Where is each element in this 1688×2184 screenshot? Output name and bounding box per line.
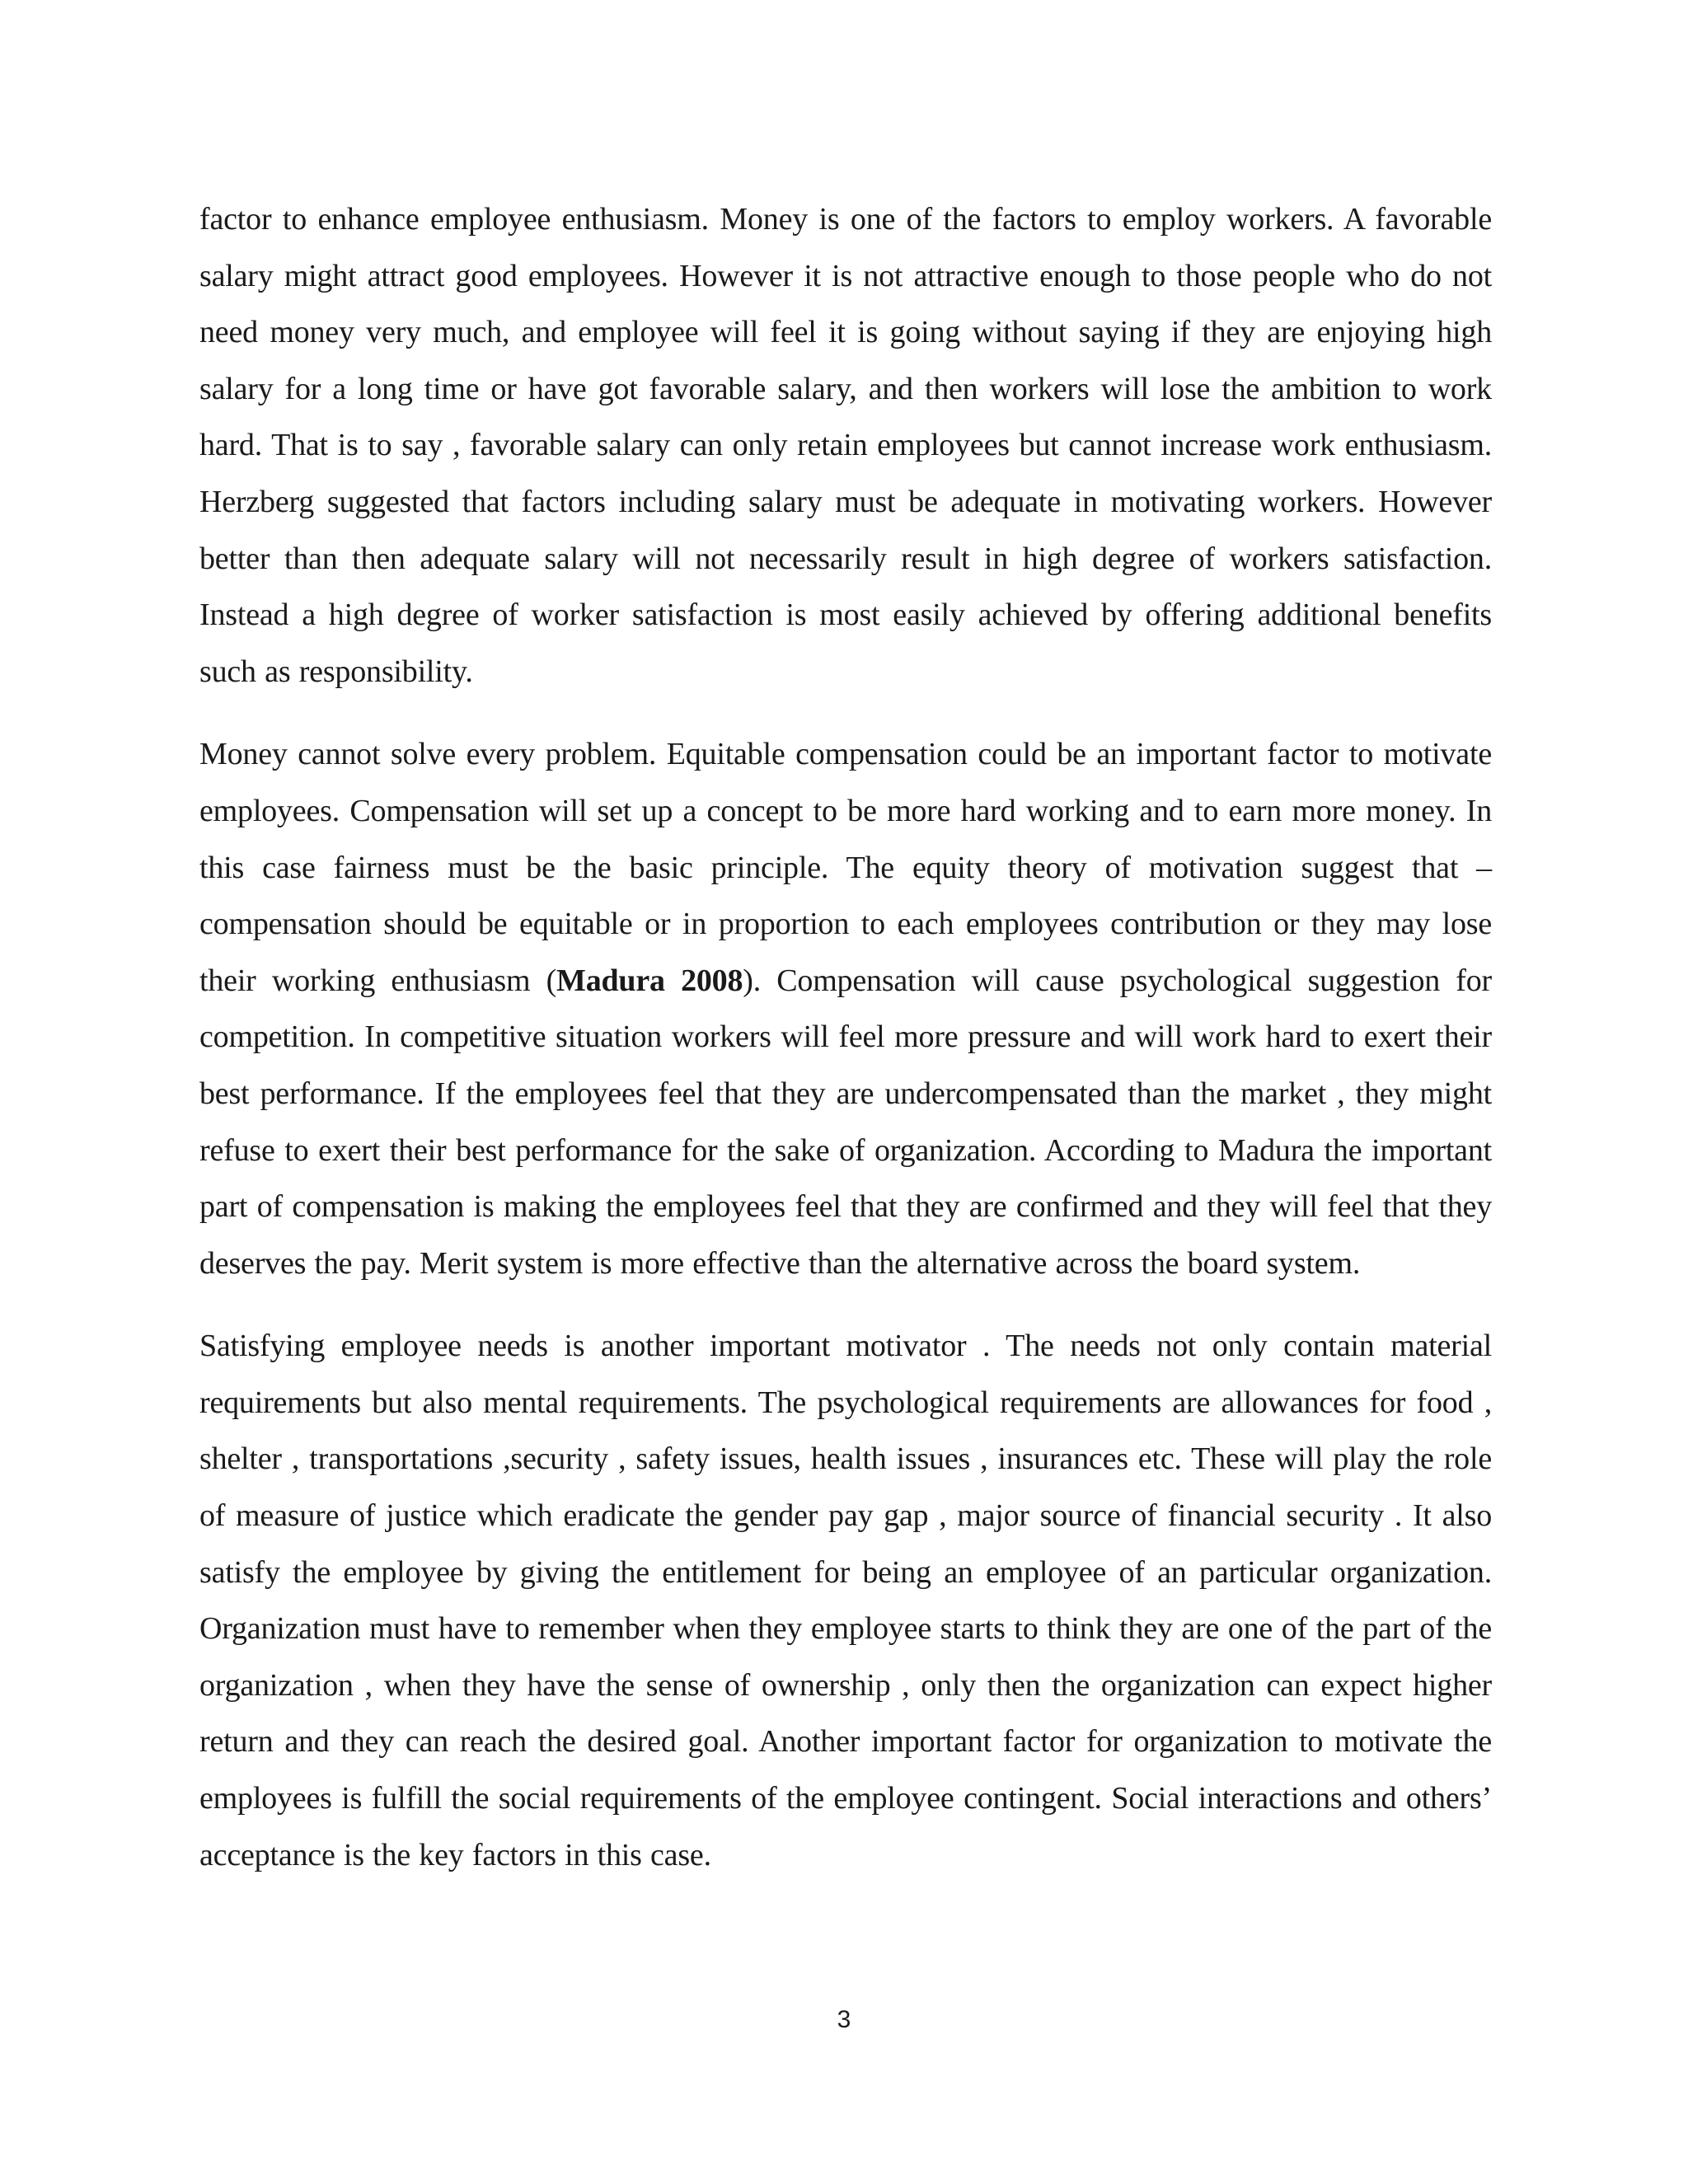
body-text [199, 191, 1492, 1910]
citation-madura: Madura 2008 [556, 963, 743, 998]
page-number: 3 [837, 2006, 851, 2033]
paragraph-salary-enthusiasm: factor to enhance employee enthusiasm. Money is one of the factors to employ workers. A favorable salary might attract good employees. However it is not attractive enough to those people who do not need money very much, and employee will feel it is going without saying if they are enjoying high salary for a long time or have got favorable salary, and then workers will lose the ambition to work hard. That is to say , favorable salary can only retain employees but cannot increase work enthusiasm. Herzberg suggested that factors including salary must be adequate in motivating workers. However better than then adequate salary will not necessarily result in high degree of workers satisfaction. Instead a high degree of worker satisfaction is most easily achieved by offering additional benefits such as responsibility. [199, 202, 1492, 689]
paragraph-employee-needs: Satisfying employee needs is another important motivator . The needs not only contain material requirements but also mental requirements. The psychological requirements are allowances for food , shelter , transportations ,security , safety issues, health issues , insurances etc. These will play the role of measure of justice which eradicate the gender pay gap , major source of financial security . It also satisfy the employee by giving the entitlement for being an employee of an particular organization. Organization must have to remember when they employee starts to think they are one of the part of the organization , when they have the sense of ownership , only then the organization can expect higher return and they can reach the desired goal. Another important factor for organization to motivate the employees is fulfill the social requirements of the employee contingent. Social interactions and others’ acceptance is the key factors in this case. [199, 1329, 1492, 1872]
paragraph-text-after-citation: ). Compensation will cause psychological suggestion for competition. In competitive situation workers will feel more pressure and will work hard to exert their best performance. If the employees feel that they are undercompensated than the market , they might refuse to exert their best performance for the sake of organization. According to Madura the important part of compensation is making the employees feel that they are confirmed and they will feel that they deserves the pay. Merit system is more effective than the alternative across the board system. [199, 963, 1492, 1281]
paragraph-text-before-citation: Money cannot solve every problem. Equitable compensation could be an important factor to motivate employees. Compensation will set up a concept to be more hard working and to earn more money. In this case fairness must be the basic principle. The equity theory of motivation suggest that – compensation should be equitable or in proportion to each employees contribution or they may lose their working enthusiasm ( [199, 737, 1492, 998]
paragraph-equitable-compensation [199, 726, 1492, 1291]
